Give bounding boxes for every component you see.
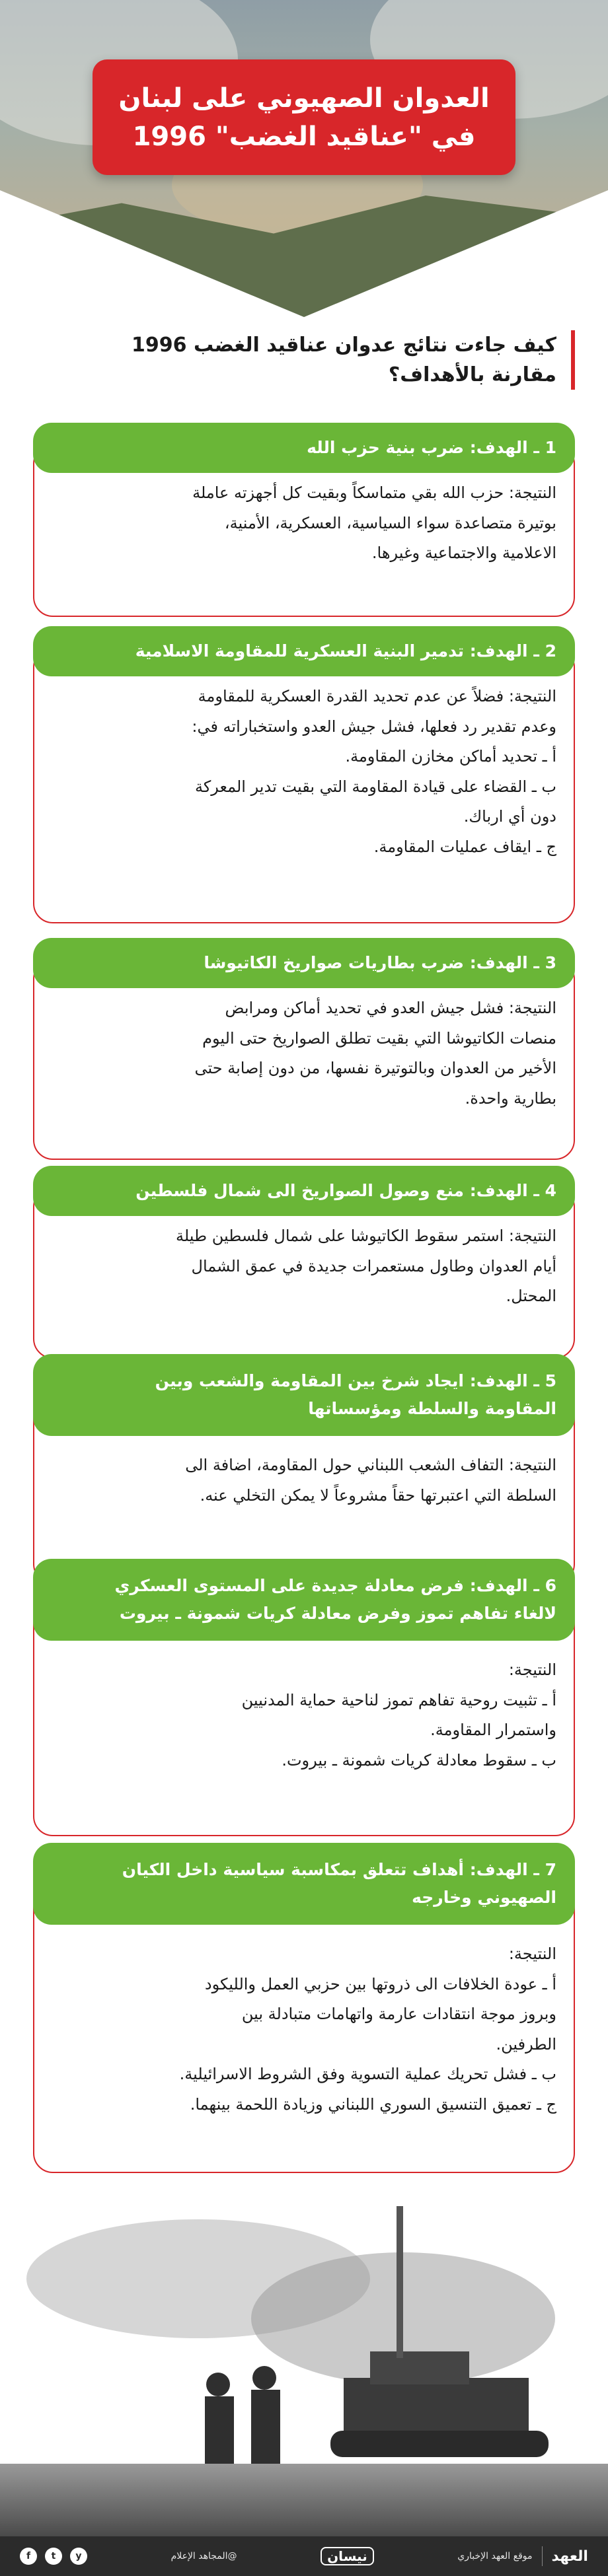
result-line: النتيجة: حزب الله بقي متماسكاً وبقيت كل أجهزته عاملة — [192, 483, 556, 502]
title-line-2: في "عناقيد الغضب" 1996 — [132, 121, 476, 152]
result-line: وعدم تقدير رد فعلها، فشل جيش العدو واستخباراته في: — [192, 717, 556, 736]
goal-title-pill — [33, 1354, 575, 1436]
goal-title-pill — [33, 1166, 575, 1216]
goal-title-line-2: المقاومة والسلطة ومؤسساتها — [308, 1399, 556, 1418]
footer-handle: @المجاهد الإعلام — [171, 2551, 237, 2561]
title-line-1: العدوان الصهيوني على لبنان — [118, 83, 490, 114]
youtube-icon[interactable]: y — [70, 2548, 87, 2565]
social-links — [20, 2548, 87, 2565]
result-line: ج ـ ايقاف عمليات المقاومة. — [373, 837, 556, 856]
nisan-logo: نيسان — [321, 2547, 374, 2565]
goal-title: 1 ـ الهدف: ضرب بنية حزب الله — [307, 437, 556, 457]
twitter-icon[interactable]: t — [45, 2548, 62, 2565]
goal-title: 5 ـ الهدف: ايجاد شرخ بين المقاومة والشعب وبين — [155, 1371, 556, 1390]
result-line: النتيجة: استمر سقوط الكاتيوشا على شمال فلسطين طيلة — [175, 1227, 556, 1245]
result-line: منصات الكاتيوشا التي بقيت تطلق الصواريخ حتى اليوم — [202, 1028, 556, 1048]
result-line: أ ـ تثبيت روحية تفاهم تموز لناحية حماية المدنيين — [241, 1690, 556, 1709]
goal-title: 4 ـ الهدف: منع وصول الصواريخ الى شمال فلسطين — [135, 1180, 556, 1200]
question-heading — [46, 330, 575, 390]
goal-result-box — [33, 1882, 575, 2173]
result-line: النتيجة: فشل جيش العدو في تحديد أماكن ومرابض — [225, 999, 556, 1017]
result-line: المحتل. — [506, 1287, 556, 1306]
result-line: ب ـ القضاء على قيادة المقاومة التي بقيت تدير المعركة — [194, 777, 556, 796]
result-line: ب ـ سقوط معادلة كريات شمونة ـ بيروت. — [282, 1750, 556, 1770]
goal-title-line-2: لالغاء تفاهم تموز وفرض معادلة كريات شمونة ـ بيروت — [119, 1604, 556, 1623]
result-line: السلطة التي اعتبرتها حقاً مشروعاً لا يمكن التخلي عنه. — [200, 1485, 556, 1505]
goal-title: 7 ـ الهدف: أهداف تتعلق بمكاسبة سياسية داخل الكيان — [122, 1859, 556, 1879]
ground — [0, 2464, 608, 2536]
goal-result-box — [33, 959, 575, 1160]
goal-title-pill — [33, 1843, 575, 1925]
bottom-photo — [0, 2180, 608, 2536]
goal-title: 6 ـ الهدف: فرض معادلة جديدة على المستوى العسكري — [114, 1575, 556, 1595]
site-name: موقع العهد الإخباري — [457, 2551, 533, 2561]
facebook-icon[interactable]: f — [20, 2548, 37, 2565]
goal-title-line-2: الصهيوني وخارجه — [412, 1888, 556, 1907]
goal-title-pill — [33, 423, 575, 473]
result-line: بطارية واحدة. — [465, 1089, 556, 1108]
result-line: أيام العدوان وطاول مستعمرات جديدة في عمق الشمال — [191, 1256, 556, 1275]
result-line: بوتيرة متصاعدة سواء السياسية، العسكرية، الأمنية، — [224, 513, 556, 532]
goal-result-box — [33, 647, 575, 923]
result-line: ج ـ تعميق التنسيق السوري اللبناني وزيادة اللحمة بينهما. — [190, 2094, 556, 2114]
result-line: النتيجة: فضلاً عن عدم تحديد القدرة العسكرية للمقاومة — [198, 687, 556, 705]
question-line-2: مقارنة بالأهداف؟ — [388, 363, 556, 386]
result-line: النتيجة: التفاف الشعب اللبناني حول المقاومة، اضافة الى — [185, 1456, 556, 1474]
goal-title: 3 ـ الهدف: ضرب بطاريات صواريخ الكاتيوشا — [204, 952, 556, 972]
result-line: وبروز موجة انتقادات عارمة واتهامات متبادلة بين — [241, 2005, 556, 2024]
result-line: الاعلامية والاجتماعية وغيرها. — [371, 544, 556, 563]
divider — [542, 2546, 543, 2566]
title-box — [93, 59, 515, 175]
goal-title-pill — [33, 938, 575, 988]
result-line: واستمرار المقاومة. — [430, 1721, 556, 1740]
footer-brand — [457, 2546, 588, 2566]
result-line: أ ـ عودة الخلافات الى ذروتها بين حزبي العمل والليكود — [204, 1974, 556, 1993]
result-line: الطرفين. — [496, 2034, 556, 2054]
alahed-logo: العهد — [551, 2548, 588, 2565]
hero-photo — [0, 0, 608, 317]
goal-title: 2 ـ الهدف: تدمير البنية العسكرية للمقاومة الاسلامية — [135, 641, 556, 661]
result-line: دون أي ارباك. — [463, 807, 556, 826]
footer-bar — [0, 2536, 608, 2576]
result-line: الأخير من العدوان وبالتوتيرة نفسها، من دون إصابة حتى — [194, 1059, 556, 1078]
question-line-1: كيف جاءت نتائج عدوان عناقيد الغضب 1996 — [132, 334, 556, 357]
goal-title-pill — [33, 626, 575, 676]
result-line: أ ـ تحديد أماكن مخازن المقاومة. — [345, 747, 556, 766]
result-line: النتيجة: — [508, 1945, 556, 1963]
goal-title-pill — [33, 1559, 575, 1641]
result-line: ب ـ فشل تحريك عملية التسوية وفق الشروط الاسرائيلية. — [179, 2065, 556, 2084]
result-line: النتيجة: — [508, 1661, 556, 1679]
